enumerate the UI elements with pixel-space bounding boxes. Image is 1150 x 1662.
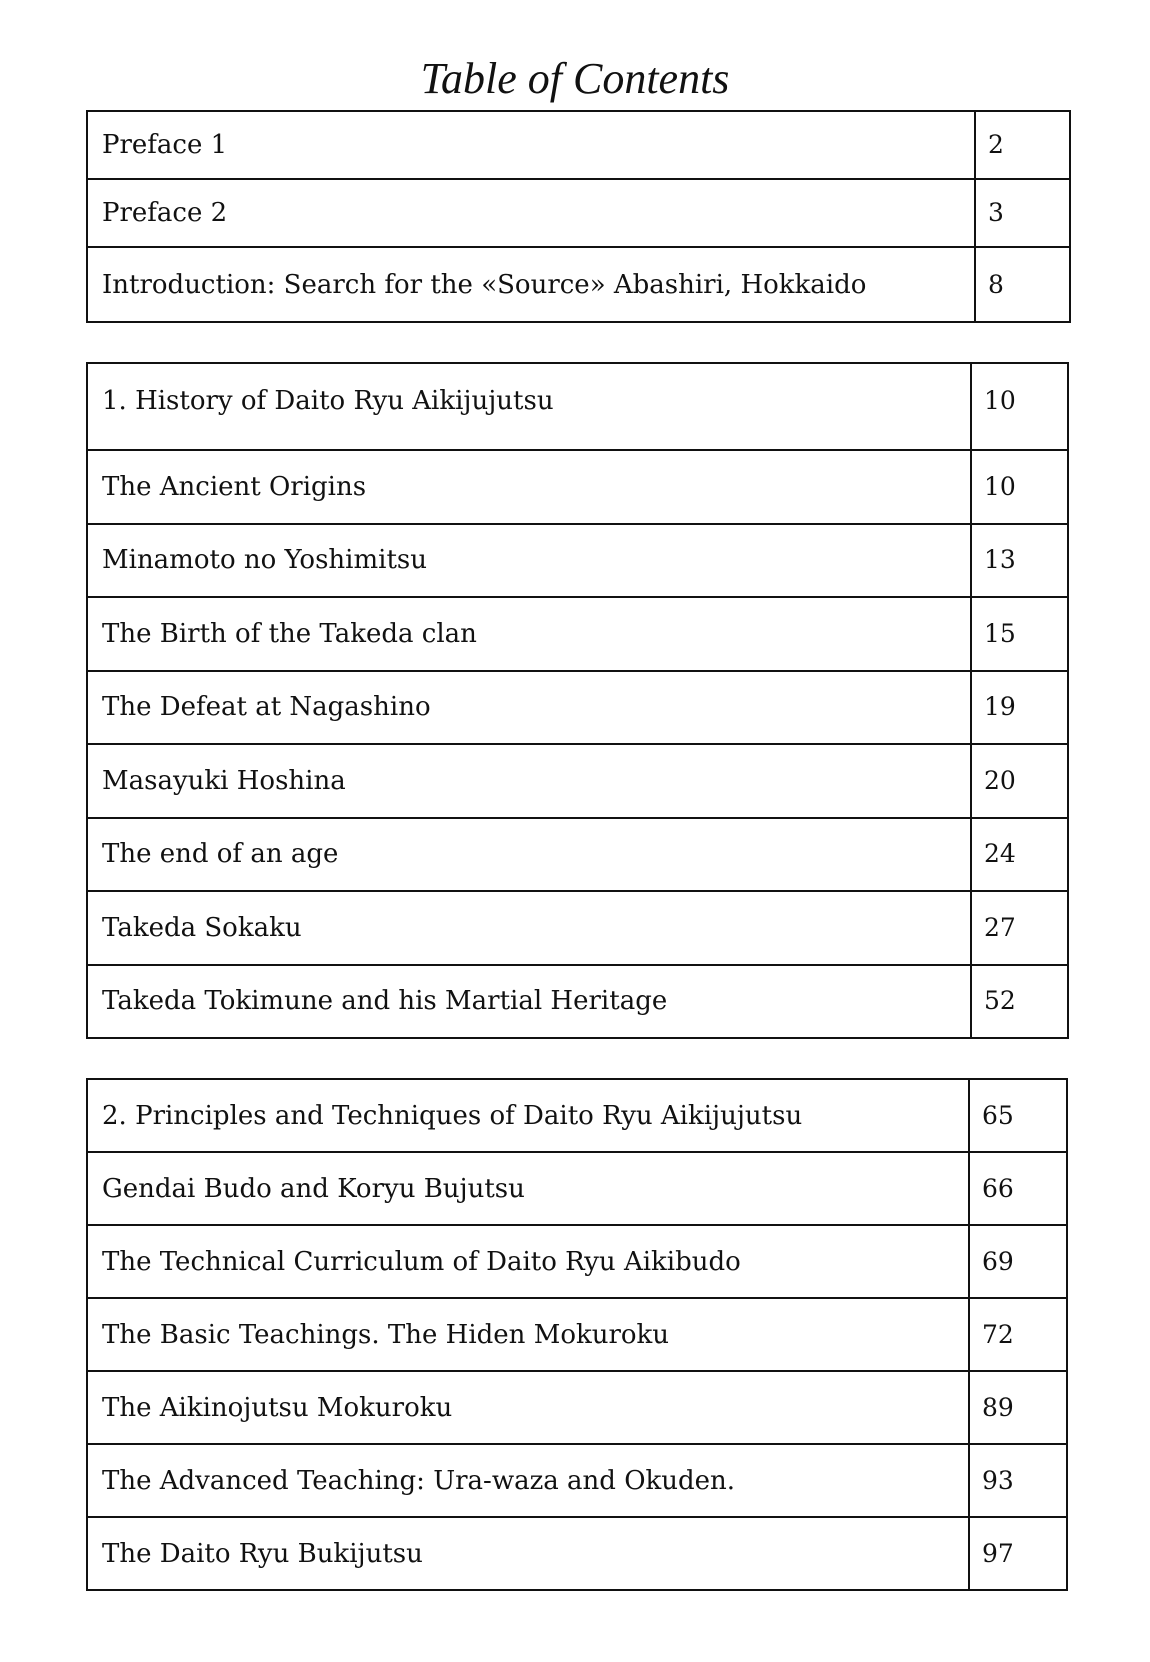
toc-entry-page: 65 bbox=[969, 1079, 1067, 1152]
toc-entry-page: 97 bbox=[969, 1517, 1067, 1590]
toc-entry-title: The Technical Curriculum of Daito Ryu Aikibudo bbox=[87, 1225, 969, 1298]
toc-table-chapter-1 bbox=[86, 362, 1069, 1039]
toc-entry-title: The Advanced Teaching: Ura-waza and Okuden. bbox=[87, 1444, 969, 1517]
toc-row[interactable] bbox=[87, 1444, 1067, 1517]
toc-row[interactable] bbox=[87, 671, 1068, 745]
toc-entry-title: Takeda Sokaku bbox=[87, 891, 971, 965]
toc-row[interactable] bbox=[87, 179, 1070, 247]
toc-entry-page: 10 bbox=[971, 450, 1068, 524]
toc-chapter-title: 1. History of Daito Ryu Aikijujutsu bbox=[87, 363, 971, 450]
toc-entry-title: The Daito Ryu Bukijutsu bbox=[87, 1517, 969, 1590]
toc-entry-page: 3 bbox=[975, 179, 1070, 247]
toc-entry-page: 69 bbox=[969, 1225, 1067, 1298]
toc-row[interactable] bbox=[87, 891, 1068, 965]
toc-entry-page: 93 bbox=[969, 1444, 1067, 1517]
toc-entry-title: Preface 1 bbox=[87, 111, 975, 179]
toc-entry-title: The Aikinojutsu Mokuroku bbox=[87, 1371, 969, 1444]
toc-entry-title: Minamoto no Yoshimitsu bbox=[87, 524, 971, 598]
toc-entry-page: 27 bbox=[971, 891, 1068, 965]
toc-row[interactable] bbox=[87, 1152, 1067, 1225]
toc-entry-title: The end of an age bbox=[87, 818, 971, 892]
toc-entry-page: 2 bbox=[975, 111, 1070, 179]
toc-entry-title: Takeda Tokimune and his Martial Heritage bbox=[87, 965, 971, 1039]
toc-entry-title: The Birth of the Takeda clan bbox=[87, 597, 971, 671]
toc-row[interactable] bbox=[87, 744, 1068, 818]
toc-entry-page: 24 bbox=[971, 818, 1068, 892]
toc-row[interactable] bbox=[87, 1517, 1067, 1590]
toc-entry-title: Introduction: Search for the «Source» Abashiri, Hokkaido bbox=[87, 247, 975, 322]
toc-row[interactable] bbox=[87, 818, 1068, 892]
toc-chapter-row[interactable] bbox=[87, 363, 1068, 450]
toc-entry-page: 15 bbox=[971, 597, 1068, 671]
toc-row[interactable] bbox=[87, 111, 1070, 179]
toc-row[interactable] bbox=[87, 597, 1068, 671]
toc-entry-title: The Defeat at Nagashino bbox=[87, 671, 971, 745]
toc-row[interactable] bbox=[87, 1298, 1067, 1371]
toc-row[interactable] bbox=[87, 1371, 1067, 1444]
toc-chapter-title: 2. Principles and Techniques of Daito Ryu Aikijujutsu bbox=[87, 1079, 969, 1152]
toc-entry-page: 52 bbox=[971, 965, 1068, 1039]
toc-entry-page: 66 bbox=[969, 1152, 1067, 1225]
toc-row[interactable] bbox=[87, 450, 1068, 524]
toc-row[interactable] bbox=[87, 247, 1070, 322]
page-title: Table of Contents bbox=[420, 54, 730, 103]
toc-entry-page: 89 bbox=[969, 1371, 1067, 1444]
toc-entry-page: 13 bbox=[971, 524, 1068, 598]
toc-row[interactable] bbox=[87, 524, 1068, 598]
toc-entry-title: Preface 2 bbox=[87, 179, 975, 247]
toc-entry-title: The Basic Teachings. The Hiden Mokuroku bbox=[87, 1298, 969, 1371]
toc-entry-page: 10 bbox=[971, 363, 1068, 450]
toc-table-chapter-2 bbox=[86, 1078, 1068, 1591]
toc-entry-title: The Ancient Origins bbox=[87, 450, 971, 524]
toc-entry-title: Masayuki Hoshina bbox=[87, 744, 971, 818]
toc-entry-page: 20 bbox=[971, 744, 1068, 818]
toc-entry-page: 19 bbox=[971, 671, 1068, 745]
toc-entry-title: Gendai Budo and Koryu Bujutsu bbox=[87, 1152, 969, 1225]
toc-row[interactable] bbox=[87, 1225, 1067, 1298]
toc-row[interactable] bbox=[87, 965, 1068, 1039]
toc-entry-page: 8 bbox=[975, 247, 1070, 322]
toc-entry-page: 72 bbox=[969, 1298, 1067, 1371]
toc-table-front-matter bbox=[86, 110, 1071, 323]
toc-chapter-row[interactable] bbox=[87, 1079, 1067, 1152]
